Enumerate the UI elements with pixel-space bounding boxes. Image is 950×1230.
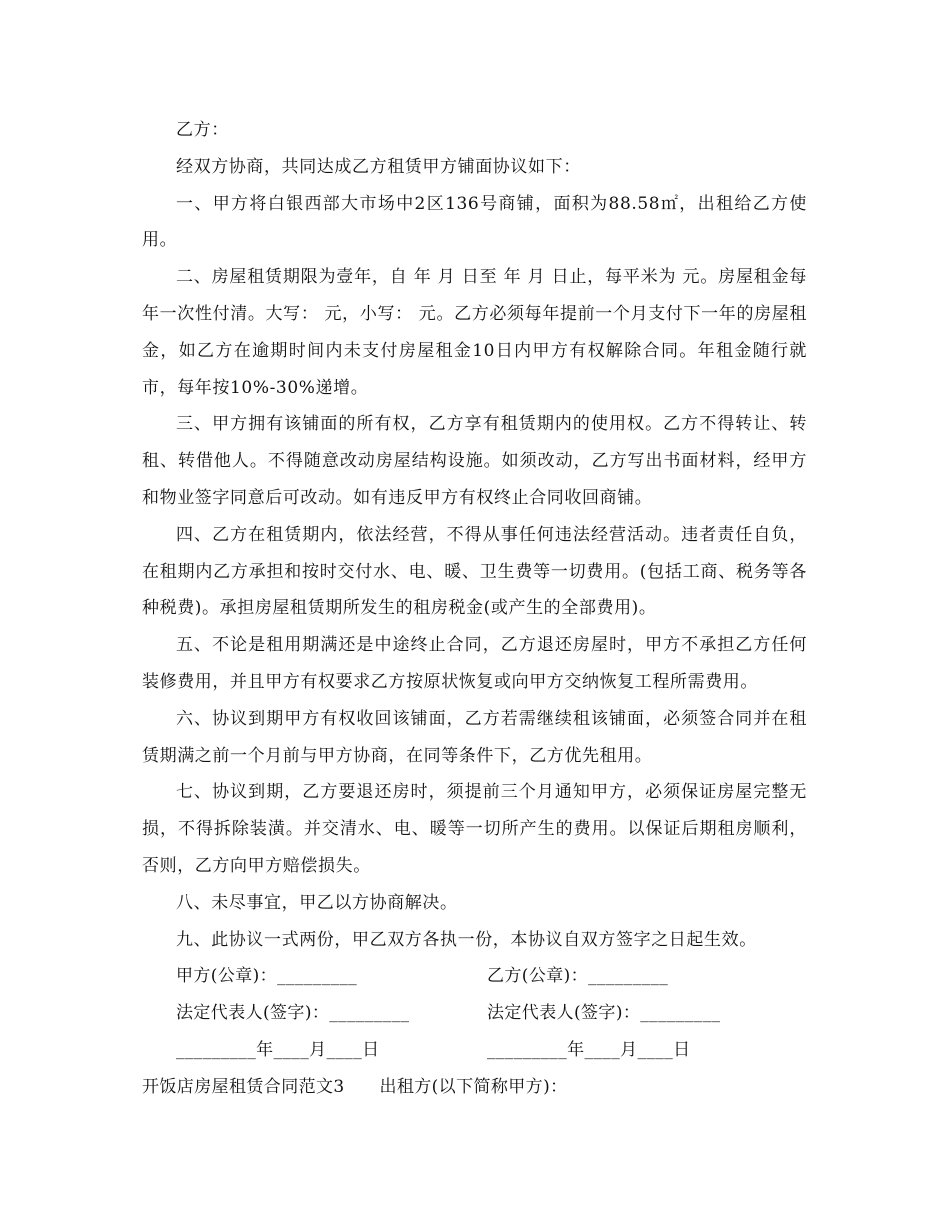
clause-1: 一、甲方将白银西部大市场中2区136号商铺，面积为88.58㎡，出租给乙方使用。 [142,193,807,251]
party-b-date-field: _________年____月____日 [487,1039,691,1060]
party-a-seal-field: 甲方(公章)：_________ [176,966,358,987]
next-document-heading: 出租方(以下简称甲方)： [379,1076,568,1097]
agreement-intro: 经双方协商，共同达成乙方租赁甲方铺面协议如下： [176,156,581,177]
clause-7: 七、协议到期，乙方要退还房时，须提前三个月通知甲方，必须保证房屋完整无损，不得拆除装潢。并交清水、电、暖等一切所产生的费用。以保证后期租房顺利，否则，乙方向甲方赔偿损失。 [142,782,807,876]
next-document-line [142,1069,807,1106]
party-a-date-field: _________年____月____日 [176,1039,380,1060]
clause-2: 二、房屋租赁期限为壹年，自 年 月 日至 年 月 日止，每平米为 元。房屋租金每年一次性付清。大写： 元，小写： 元。乙方必须每年提前一个月支付下一年的房屋租金，如乙方在逾期时间内未支付房屋租金10日内甲方有权解除合同。年租金随行就市，每年按10%-30%递增。 [142,267,807,398]
clause-5: 五、不论是租用期满还是中途终止合同，乙方退还房屋时，甲方不承担乙方任何装修费用，并且甲方有权要求乙方按原状恢复或向甲方交纳恢复工程所需费用。 [142,635,807,692]
clause-4: 四、乙方在租赁期内，依法经营，不得从事任何违法经营活动。违者责任自负，在租期内乙方承担和按时交付水、电、暖、卫生费等一切费用。(包括工商、税务等各种税费)。承担房屋租赁期所发生的租房税金(或产生的全部费用)。 [142,524,807,619]
party-b-label: 乙方： [176,120,229,140]
party-b-seal-field: 乙方(公章)：_________ [487,966,669,987]
clause-6: 六、协议到期甲方有权收回该铺面，乙方若需继续租该铺面，必须签合同并在租赁期满之前一个月前与甲方协商，在同等条件下，乙方优先租用。 [142,708,807,766]
clause-3: 三、甲方拥有该铺面的所有权，乙方享有租赁期内的使用权。乙方不得转让、转租、转借他人。不得随意改动房屋结构设施。如须改动，乙方写出书面材料，经甲方和物业签字同意后可改动。如有违反甲方有权终止合同收回商铺。 [142,414,807,508]
document-page [142,112,807,1106]
signature-seal-row [142,958,807,995]
clause-9: 九、此协议一式两份，甲乙双方各执一份，本协议自双方签字之日起生效。 [176,929,757,950]
signature-rep-row [142,995,807,1032]
party-b-rep-field: 法定代表人(签字)：_________ [487,1003,721,1024]
clause-8: 八、未尽事宜，甲乙以方协商解决。 [176,892,458,913]
next-document-title: 开饭店房屋租赁合同范文3 [142,1076,345,1097]
party-a-rep-field: 法定代表人(签字)：_________ [176,1003,410,1024]
signature-date-row [142,1032,807,1069]
spacer [345,1077,380,1097]
